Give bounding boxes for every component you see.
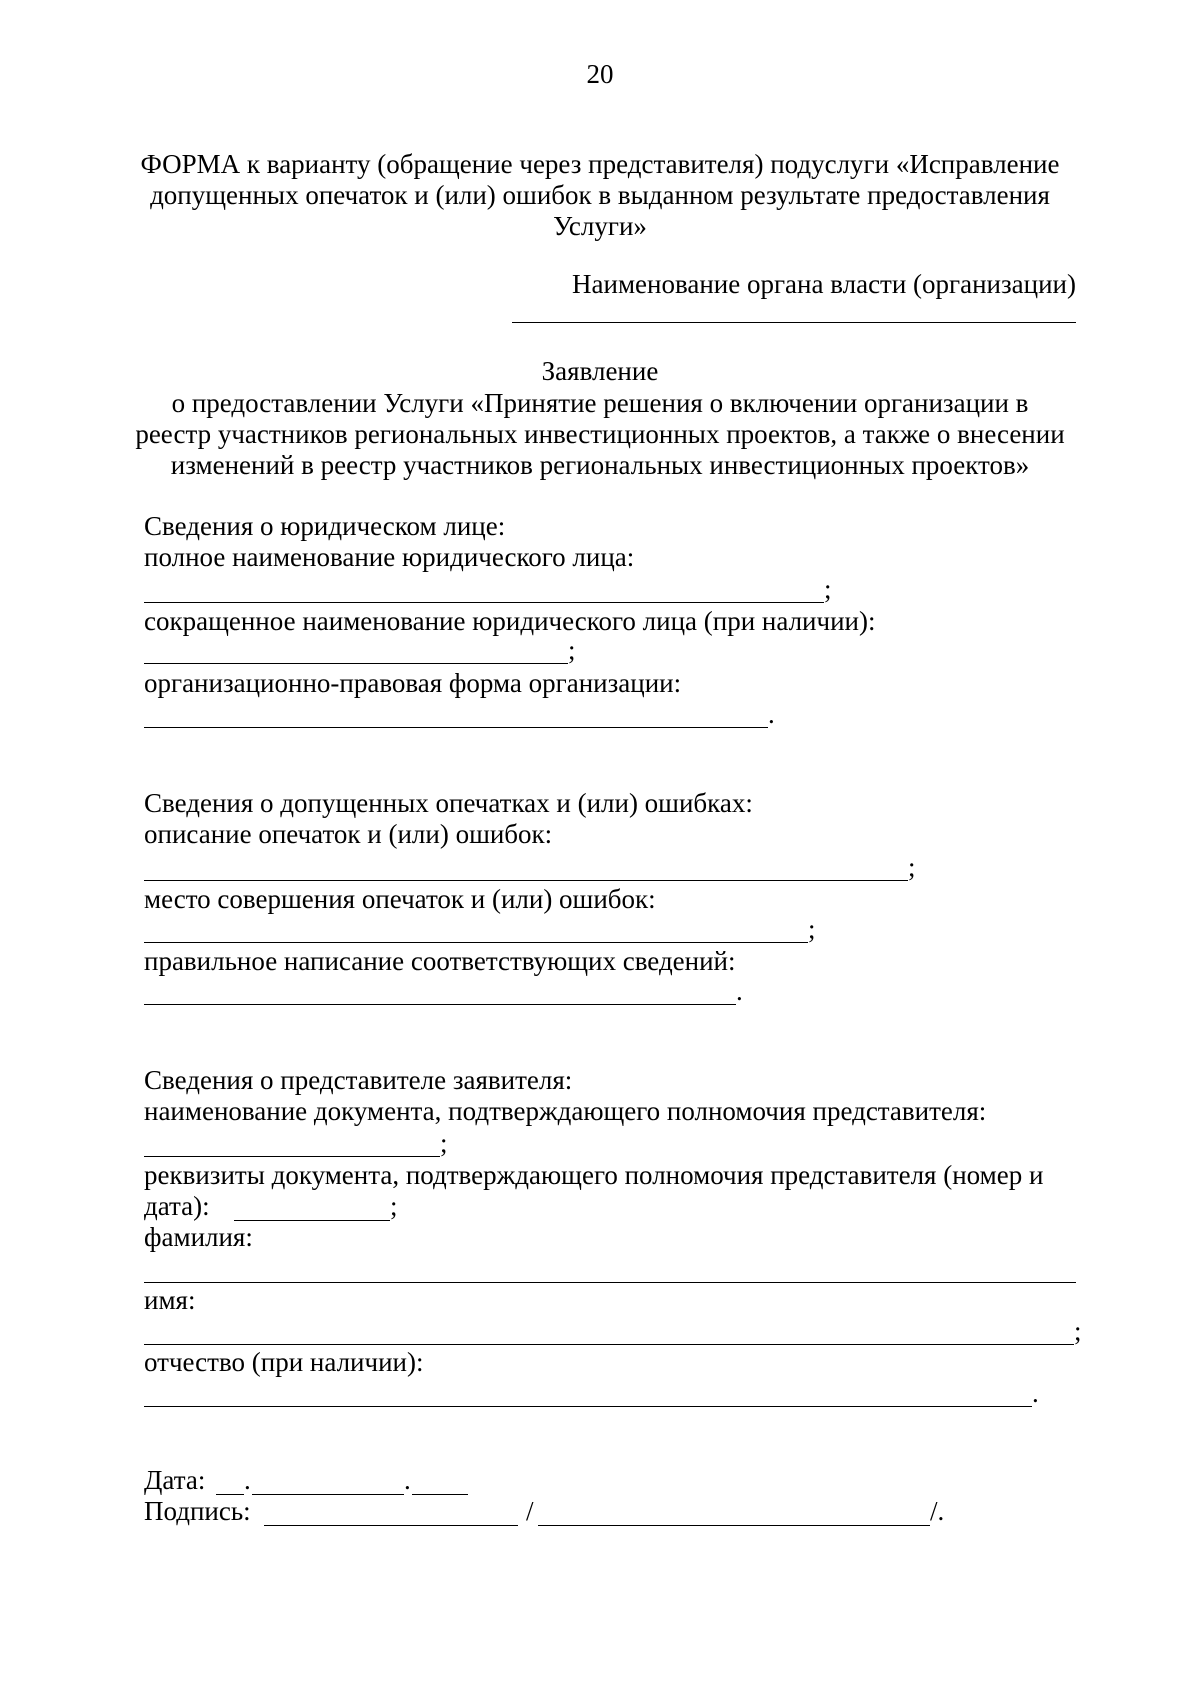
name-semicolon: ; <box>1074 1316 1082 1346</box>
doc-name-label: наименование документа, подтверждающего полномочия представителя: <box>144 1096 987 1126</box>
legal-form-label: организационно-правовая форма организации: <box>144 668 682 698</box>
statement-subtitle-line-1: о предоставлении Услуги «Принятие решения о включении организации в <box>171 388 1029 418</box>
statement-title: Заявление <box>541 356 659 386</box>
legal-entity-heading: Сведения о юридическом лице: <box>144 511 506 541</box>
doc-details-label-line-2: дата): <box>144 1191 210 1221</box>
full-name-field-line[interactable] <box>144 602 824 603</box>
full-name-semicolon: ; <box>824 574 832 604</box>
form-title-line-2: допущенных опечаток и (или) ошибок в выданном результате предоставления <box>150 180 1050 210</box>
doc-name-field-line[interactable] <box>144 1156 440 1157</box>
correct-spelling-period: . <box>736 976 743 1006</box>
errors-heading: Сведения о допущенных опечатках и (или) ошибках: <box>144 788 753 818</box>
signature-label: Подпись: <box>144 1496 251 1526</box>
surname-label: фамилия: <box>144 1222 253 1252</box>
legal-form-field-line[interactable] <box>144 727 768 728</box>
error-location-field-line[interactable] <box>144 942 808 943</box>
form-title-line-3: Услуги» <box>553 211 647 241</box>
short-name-field-line[interactable] <box>144 663 568 664</box>
doc-name-semicolon: ; <box>440 1128 448 1158</box>
date-separator-1: . <box>244 1465 251 1495</box>
signature-slash: / <box>526 1496 534 1526</box>
correct-spelling-field-line[interactable] <box>144 1004 736 1005</box>
name-field-line[interactable] <box>144 1344 1074 1345</box>
short-name-semicolon: ; <box>568 635 576 665</box>
error-location-label: место совершения опечаток и (или) ошибок: <box>144 884 656 914</box>
legal-form-period: . <box>768 699 775 729</box>
patronymic-label: отчество (при наличии): <box>144 1347 424 1377</box>
form-title-line-1: ФОРМА к варианту (обращение через представителя) подуслуги «Исправление <box>140 149 1060 179</box>
representative-heading: Сведения о представителе заявителя: <box>144 1065 573 1095</box>
patronymic-period: . <box>1032 1378 1039 1408</box>
surname-field-line[interactable] <box>144 1282 1076 1283</box>
authority-label: Наименование органа власти (организации) <box>572 269 1076 299</box>
short-name-label: сокращенное наименование юридического лица (при наличии): <box>144 606 876 636</box>
full-name-label: полное наименование юридического лица: <box>144 542 635 572</box>
date-separator-2: . <box>404 1465 411 1495</box>
error-description-semicolon: ; <box>908 852 916 882</box>
name-label: имя: <box>144 1285 196 1315</box>
correct-spelling-label: правильное написание соответствующих сведений: <box>144 946 736 976</box>
page-number: 20 <box>586 59 614 89</box>
authority-field-line[interactable] <box>512 322 1076 323</box>
signature-end-slash: /. <box>930 1496 945 1526</box>
doc-details-label-line-1: реквизиты документа, подтверждающего полномочия представителя (номер и <box>144 1160 1044 1190</box>
signature-name-field-line[interactable] <box>538 1525 930 1526</box>
date-label: Дата: <box>144 1465 206 1495</box>
statement-subtitle-line-2: реестр участников региональных инвестиционных проектов, а также о внесении <box>135 419 1065 449</box>
error-description-field-line[interactable] <box>144 880 908 881</box>
signature-field-line[interactable] <box>264 1525 518 1526</box>
patronymic-field-line[interactable] <box>144 1406 1032 1407</box>
statement-subtitle-line-3: изменений в реестр участников региональных инвестиционных проектов» <box>170 450 1030 480</box>
error-description-label: описание опечаток и (или) ошибок: <box>144 819 553 849</box>
date-month-field-line[interactable] <box>252 1494 404 1495</box>
doc-details-semicolon: ; <box>390 1191 398 1221</box>
error-location-semicolon: ; <box>808 914 816 944</box>
doc-details-field-line[interactable] <box>234 1220 390 1221</box>
date-year-field-line[interactable] <box>412 1494 468 1495</box>
